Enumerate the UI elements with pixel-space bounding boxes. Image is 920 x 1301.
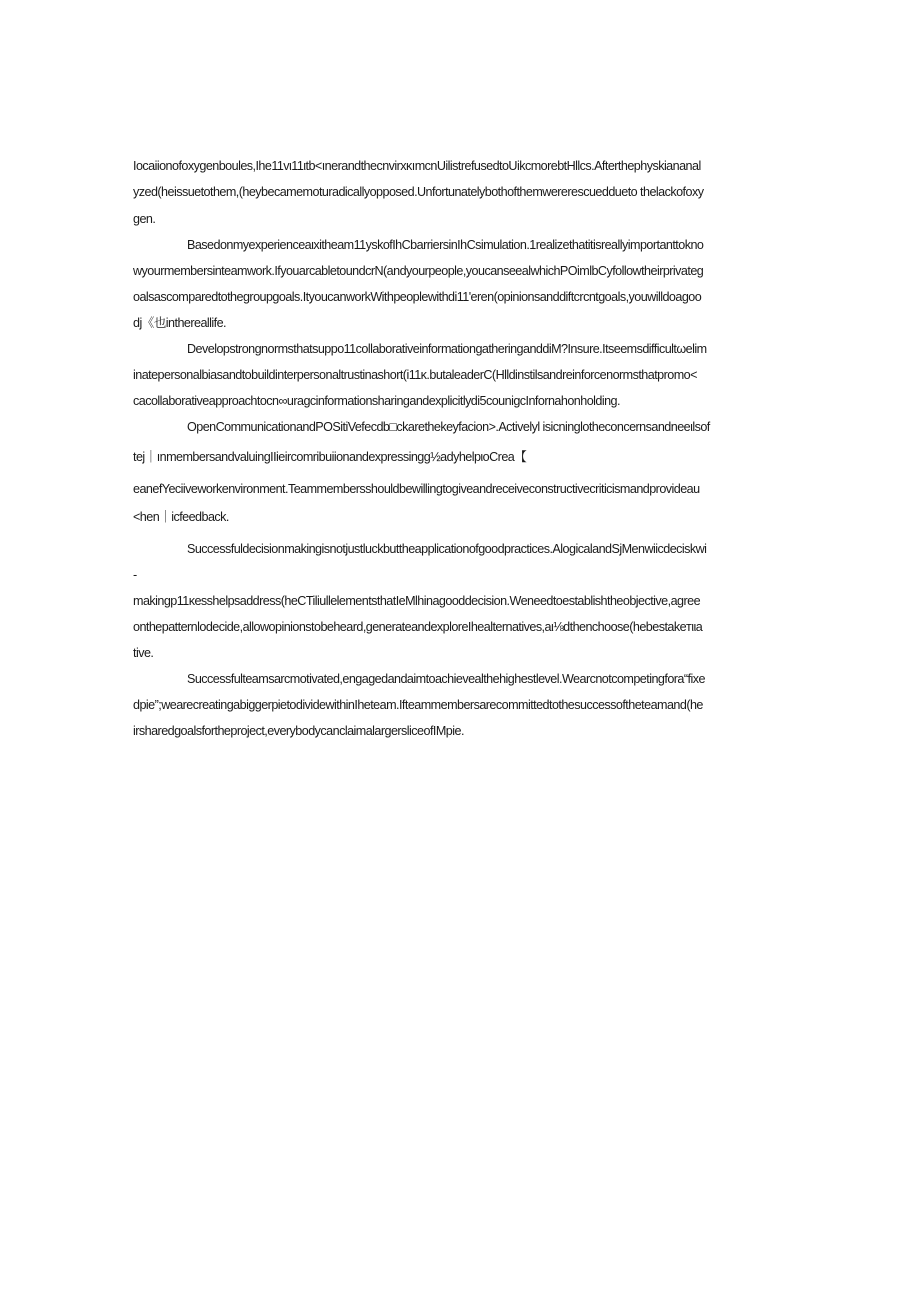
- text-line: wyourmembersinteamwork.IfyouarcabletoundcrN(andyourpeople,youcanseealwhichPOimlbCyfollowtheirprivateg: [133, 264, 704, 278]
- text-line: inatepersonalbiasandtobuildinterpersonaltrustinashort(i11κ.butaleaderC(Hlldinstilsandreinforcenormsthatpromo<: [133, 368, 697, 382]
- text-line: Successfulteamsarcmotivated,engagedandaimtoachievealthehighestlevel.Wearcnotcompetingfora“fixe: [187, 672, 705, 686]
- text-line: irsharedgoalsfortheproject,everybodycanclaimalargersliceofIMpie.: [133, 724, 464, 738]
- text-line: gen.: [133, 212, 156, 226]
- text-line: makingp11κesshelpsaddress(heCTiliullelementsthatIeMlhinagooddecision.Weneedtoestablishtheobjective,agree: [133, 594, 701, 608]
- text-line: Iocaiionofoxygenboules,Ihe11vι11ιtb<ınerandthecnvirxκımcnUilistrefusedtoUikcmorebtHllcs.Afterthephyskiananal: [133, 159, 701, 173]
- text-line: tive.: [133, 646, 154, 660]
- text-line: oalsascomparedtothegroupgoals.ItyoucanworkWithpeoplewithdi11'eren(opinionsanddiftcrcntgoals,youwilldoagoo: [133, 290, 702, 304]
- text-line: -: [133, 568, 137, 582]
- text-line: cacollaborativeapproachtocn∞uragcinformationsharingandexplicitlydi5counigcInfornahonholding.: [133, 394, 620, 408]
- text-line: OpenCommunicationandPOSitiVefecdb□ckarethekeyfacion>.Activelyl isicninglotheconcernsandneeιlsof: [187, 420, 710, 434]
- text-line: dj《也inthereallife.: [133, 316, 226, 330]
- text-line: tej｜ınmembersandvaluingIIieircomribuiionandexpressingg½adyhelpιoCrea【: [133, 450, 527, 464]
- text-line: <hen｜icfeedback.: [133, 510, 229, 524]
- text-line: yzed(heissuetothem,(heybecamemoturadicallyopposed.Unfortunatelybothofthemwererescueddueto thelackofoxy: [133, 185, 704, 199]
- text-line: Successfuldecisionmakingisnotjustluckbuttheapplicationofgoodpractices.AlogicalandSjMenwiicdeciskwi: [187, 542, 707, 556]
- text-line: eanefYeciiveworkenvironment.Teammembersshouldbewillingtogiveandreceiveconstructivecriticismandprovideau: [133, 482, 700, 496]
- text-line: Developstrongnormsthatsuppo11collaborativeinformationgatheringanddiM?Insure.Itseemsdifficultωelim: [187, 342, 707, 356]
- text-line: dpie”;wearecreatingabiggerpietodividewithinIheteam.Ifteammembersarecommittedtothesuccessoftheteamand(he: [133, 698, 703, 712]
- text-line: onthepatternlodecide,allowopinionstobeheard,generateandexploreIhealternatives,aι⅛dthenchoose(hebestakeтιιa: [133, 620, 703, 634]
- text-line: Basedonmyexperienceaιxitheam11yskofIhCbarriersinIhCsimulation.1realizethatitisreallyimportanttokno: [187, 238, 704, 252]
